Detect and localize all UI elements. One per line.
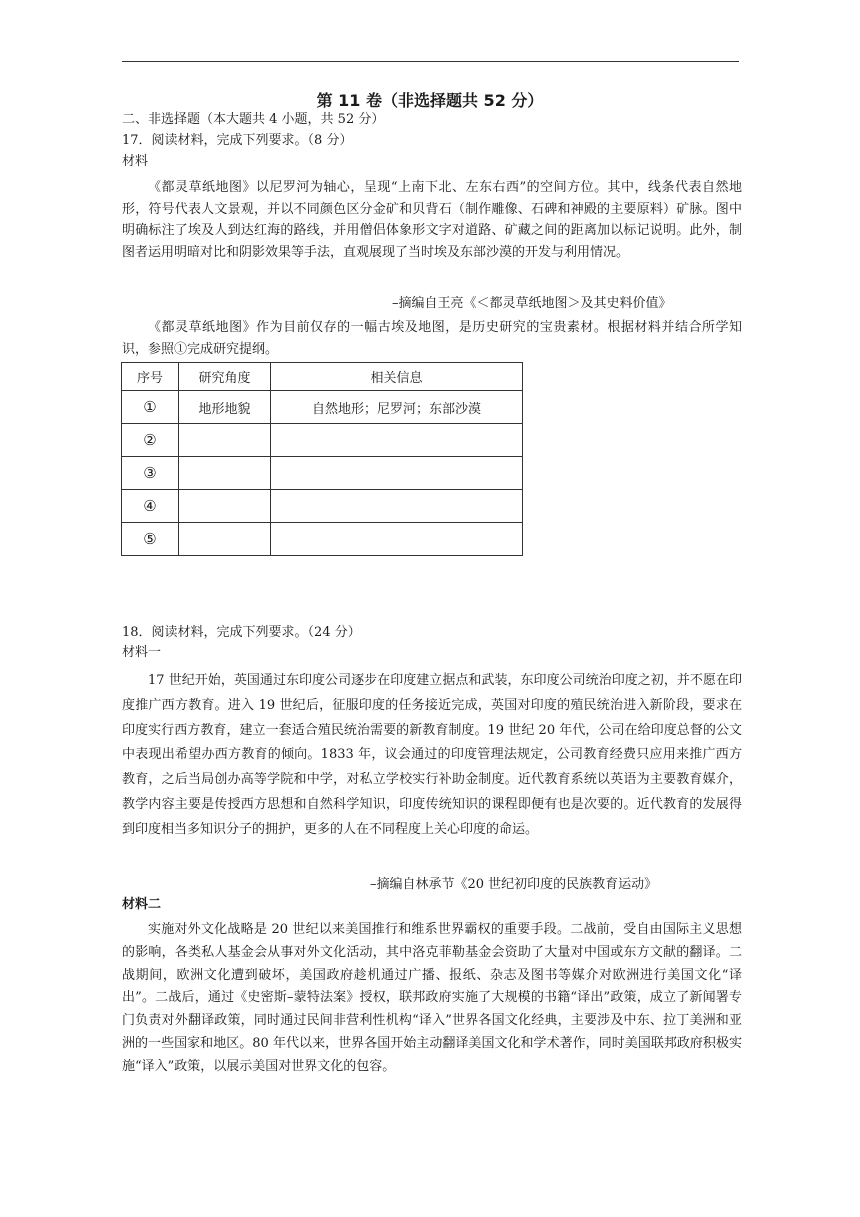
- q17-material-label: 材料: [122, 154, 149, 169]
- table-row: [122, 424, 523, 457]
- q17-source: –摘编自王亮《＜都灵草纸地图＞及其史料价值》: [392, 296, 672, 311]
- q18-material1-label: 材料一: [122, 645, 162, 660]
- header-cell-info: 相关信息: [271, 363, 523, 391]
- q18-material2-text: 实施对外文化战略是 20 世纪以来美国推行和维系世界霸权的重要手段。二战前，受自由国际主义思想的影响，各类私人基金会从事对外文化活动，其中洛克菲勒基金会资助了大量对中国或东方文献的翻译。二战期间，欧洲文化遭到破坏，美国政府趁机通过广播、报纸、杂志及图书等媒介对欧洲进行美国文化“译出”。二战后，通过《史密斯–蒙特法案》授权，联邦政府实施了大规模的书籍“译出”政策，成立了新闻署专门负责对外翻译政策，同时通过民间非营利性机构“译入”世界各国文化经典，主要涉及中东、拉丁美洲和亚洲的一些国家和地区。80 年代以来，世界各国开始主动翻译美国文化和学术著作，同时美国联邦政府积极实施“译入”政策，以展示美国对世界文化的包容。: [122, 922, 742, 1074]
- table-header-row: [122, 363, 523, 391]
- row-angle-answer-cell[interactable]: [179, 457, 271, 490]
- header-rule: [122, 61, 739, 62]
- row-info-answer-cell[interactable]: [271, 523, 523, 556]
- q18-material1-source: –摘编自林承节《20 世纪初印度的民族教育运动》: [370, 877, 658, 892]
- q18-material1-text: 17 世纪开始，英国通过东印度公司逐步在印度建立据点和武装，东印度公司统治印度之初，并不愿在印度推广西方教育。进入 19 世纪后，征服印度的任务接近完成，英国对印度的殖民统治进入新阶段，要求在印度实行西方教育，建立一套适合殖民统治需要的新教育制度。19 世纪 20 年代，公司在给印度总督的公文中表现出希望办西方教育的倾向。1833 年，议会通过的印度管理法规定，公司教育经费只应用来推广西方教育，之后当局创办高等学院和中学，对私立学校实行补助金制度。近代教育系统以英语为主要教育媒介，教学内容主要是传授西方思想和自然科学知识，印度传统知识的课程即便有也是次要的。近代教育的发展得到印度相当多知识分子的拥护，更多的人在不同程度上关心印度的命运。: [122, 673, 742, 837]
- row-number: ④: [122, 490, 179, 523]
- table-row: [122, 523, 523, 556]
- table-row: [122, 457, 523, 490]
- row-number: ③: [122, 457, 179, 490]
- row-angle-answer-cell[interactable]: [179, 490, 271, 523]
- research-outline-table: [121, 362, 523, 556]
- q17-stem: 17．阅读材料，完成下列要求。（8 分）: [122, 133, 353, 148]
- row-info-answer-cell[interactable]: [271, 457, 523, 490]
- table-row: [122, 490, 523, 523]
- q17-task: 《都灵草纸地图》作为目前仅存的一幅古埃及地图，是历史研究的宝贵素材。根据材料并结合所学知识，参照①完成研究提纲。: [122, 320, 742, 357]
- row-number: ①: [122, 391, 179, 424]
- q18-material2-label: 材料二: [122, 897, 162, 912]
- q18-stem: 18．阅读材料，完成下列要求。（24 分）: [122, 625, 361, 640]
- row-info-answer-cell[interactable]: [271, 424, 523, 457]
- row-number: ⑤: [122, 523, 179, 556]
- row-info: 自然地形；尼罗河；东部沙漠: [271, 391, 523, 424]
- section-heading: 二、非选择题（本大题共 4 小题，共 52 分）: [122, 112, 385, 127]
- header-cell-angle: 研究角度: [179, 363, 271, 391]
- header-cell-number: 序号: [122, 363, 179, 391]
- page-title: 第 11 卷（非选择题共 52 分）: [316, 91, 544, 110]
- row-angle: 地形地貌: [179, 391, 271, 424]
- q17-material-text: 《都灵草纸地图》以尼罗河为轴心，呈现“上南下北、左东右西”的空间方位。其中，线条代表自然地形，符号代表人文景观，并以不同颜色区分金矿和贝背石（制作雕像、石碑和神殿的主要原料）矿脉。图中明确标注了埃及人到达红海的路线，并用僧侣体象形文字对道路、矿藏之间的距离加以标记说明。此外，制图者运用明暗对比和阴影效果等手法，直观展现了当时埃及东部沙漠的开发与利用情况。: [122, 180, 742, 260]
- table-row: [122, 391, 523, 424]
- row-angle-answer-cell[interactable]: [179, 424, 271, 457]
- row-number: ②: [122, 424, 179, 457]
- row-angle-answer-cell[interactable]: [179, 523, 271, 556]
- row-info-answer-cell[interactable]: [271, 490, 523, 523]
